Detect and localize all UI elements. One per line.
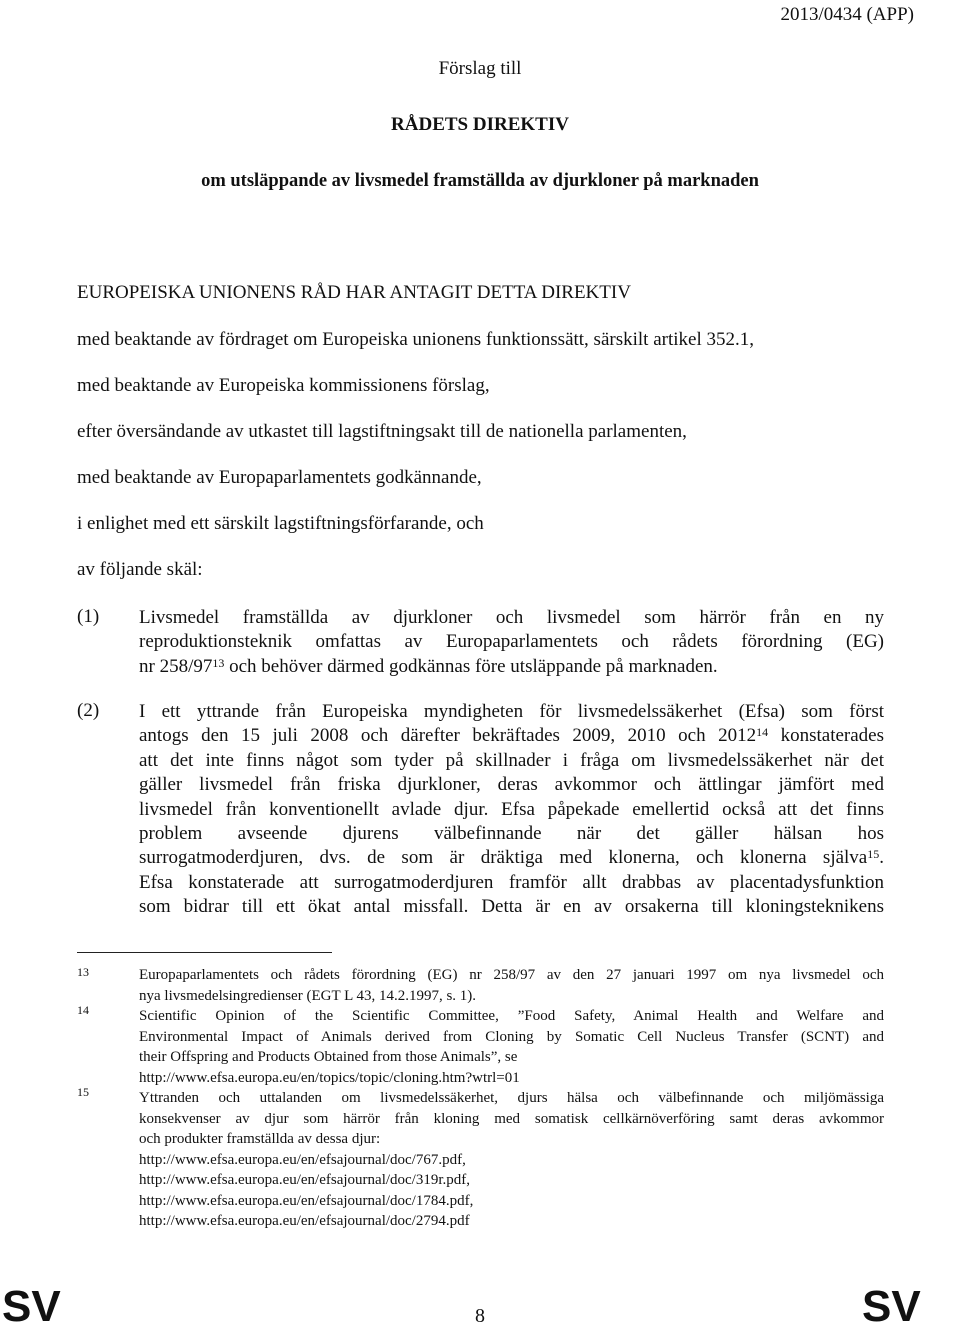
- citation: med beaktande av fördraget om Europeiska unionens funktionssätt, särskilt artikel 352.1,: [77, 329, 754, 350]
- recital-number: (1): [77, 606, 100, 627]
- footnote-ref: 15: [867, 847, 880, 862]
- recital-line: livsmedel från konventionellt avlade djur. Efsa påpekade emellertid också att det finns: [139, 798, 884, 820]
- footnote-link[interactable]: http://www.efsa.europa.eu/en/topics/topic/cloning.htm?wtrl=01: [139, 1069, 520, 1086]
- citation: i enlighet med ett särskilt lagstiftningsförfarande, och: [77, 513, 484, 534]
- recital-line: som bidrar till ett ökat antal missfall. Detta är en av orsakerna till kloningsteknikens: [139, 896, 884, 918]
- footnote-line: Environmental Impact of Animals derived from Cloning by Somatic Cell Nucleus Transfer (SCNT) and: [139, 1028, 884, 1045]
- footnote-line: konsekvenser av djur som härrör från kloning med somatisk cellkärnöverföring samt deras avkommor: [139, 1110, 884, 1127]
- footnote-line: nya livsmedelsingredienser (EGT L 43, 14.2.1997, s. 1).: [139, 987, 477, 1004]
- recital-text: och behöver därmed godkännas före utsläppande på marknaden.: [229, 655, 718, 677]
- recital-line: att det inte finns något som tyder på skillnader i fråga om livsmedelssäkerhet när det: [139, 749, 884, 771]
- recital-1: [139, 606, 884, 679]
- recital-2: [139, 700, 884, 920]
- document-reference: 2013/0434 (APP): [780, 4, 914, 25]
- footnote-line: Scientific Opinion of the Scientific Committee, ”Food Safety, Animal Health and Welfare and: [139, 1008, 884, 1024]
- recital-text: nr 258/97: [139, 655, 213, 677]
- recital-number: (2): [77, 700, 100, 721]
- recital-line: [139, 724, 884, 748]
- footnote-link[interactable]: http://www.efsa.europa.eu/en/efsajournal/doc/1784.pdf,: [139, 1192, 474, 1209]
- recital-text: antogs den 15 juli 2008 och därefter bekräftades 2009, 2010 och 2012: [139, 725, 757, 747]
- recital-text: surrogatmoderdjuren, dvs. de som är dräktiga med klonerna, och klonerna själva: [139, 847, 868, 869]
- citation: efter översändande av utkastet till lagstiftningsakt till de nationella parlamenten,: [77, 421, 687, 442]
- recital-line: [139, 846, 884, 870]
- citation: med beaktande av Europaparlamentets godkännande,: [77, 467, 482, 488]
- footnote-ref: 14: [756, 725, 769, 740]
- language-code-right: SV: [862, 1282, 921, 1331]
- citation: med beaktande av Europeiska kommissionens förslag,: [77, 375, 490, 396]
- recital-line: [139, 655, 884, 679]
- footnote-13: [139, 965, 884, 1006]
- footnote-number: 14: [77, 1003, 89, 1017]
- footnote-link[interactable]: http://www.efsa.europa.eu/en/efsajournal/doc/319r.pdf,: [139, 1172, 471, 1188]
- footnote-number: 13: [77, 965, 89, 979]
- recital-text: .: [879, 847, 884, 869]
- proposal-label: Förslag till: [438, 58, 522, 79]
- recital-line: Efsa konstaterade att surrogatmoderdjuren framför allt drabbas av placentadysfunktion: [139, 871, 884, 893]
- recital-text: konstaterades: [780, 725, 884, 747]
- recital-line: gäller livsmedel från friska djurkloner, deras avkommor och ättlingar jämfört med: [139, 774, 884, 796]
- recital-line: problem avseende djurens välbefinnande när det gäller hälsan hos: [139, 822, 884, 844]
- footnote-15: [139, 1088, 884, 1232]
- footnote-line: their Offspring and Products Obtained from those Animals”, se: [139, 1049, 518, 1065]
- footnote-line: och produkter framställda av dessa djur:: [139, 1131, 381, 1147]
- footnote-ref: 13: [212, 655, 225, 670]
- document-title: RÅDETS DIREKTIV: [391, 114, 569, 135]
- recital-line: reproduktionsteknik omfattas av Europaparlamentets och rådets förordning (EG): [139, 631, 884, 653]
- footnote-link[interactable]: http://www.efsa.europa.eu/en/efsajournal/doc/2794.pdf: [139, 1213, 470, 1229]
- language-code-left: SV: [2, 1282, 61, 1331]
- document-subject: om utsläppande av livsmedel framställda av djurkloner på marknaden: [201, 171, 759, 191]
- recitals-intro: av följande skäl:: [77, 559, 203, 580]
- footnote-line: Europaparlamentets och rådets förordning (EG) nr 258/97 av den 27 januari 1997 om nya livsmedel och: [139, 967, 884, 983]
- recital-line: I ett yttrande från Europeiska myndigheten för livsmedelssäkerhet (Efsa) som först: [139, 701, 884, 722]
- footnote-number: 15: [77, 1085, 89, 1099]
- page-number: 8: [475, 1305, 485, 1327]
- footnote-14: [139, 1006, 884, 1088]
- footnote-separator: [77, 952, 332, 953]
- recital-line: Livsmedel framställda av djurkloner och livsmedel som härrör från en ny: [139, 607, 884, 628]
- footnote-line: Yttranden och uttalanden om livsmedelssäkerhet, djurs hälsa och välbefinnande och miljömässiga: [139, 1090, 884, 1106]
- footnote-link[interactable]: http://www.efsa.europa.eu/en/efsajournal/doc/767.pdf,: [139, 1151, 466, 1168]
- enacting-formula: EUROPEISKA UNIONENS RÅD HAR ANTAGIT DETTA DIREKTIV: [77, 282, 631, 303]
